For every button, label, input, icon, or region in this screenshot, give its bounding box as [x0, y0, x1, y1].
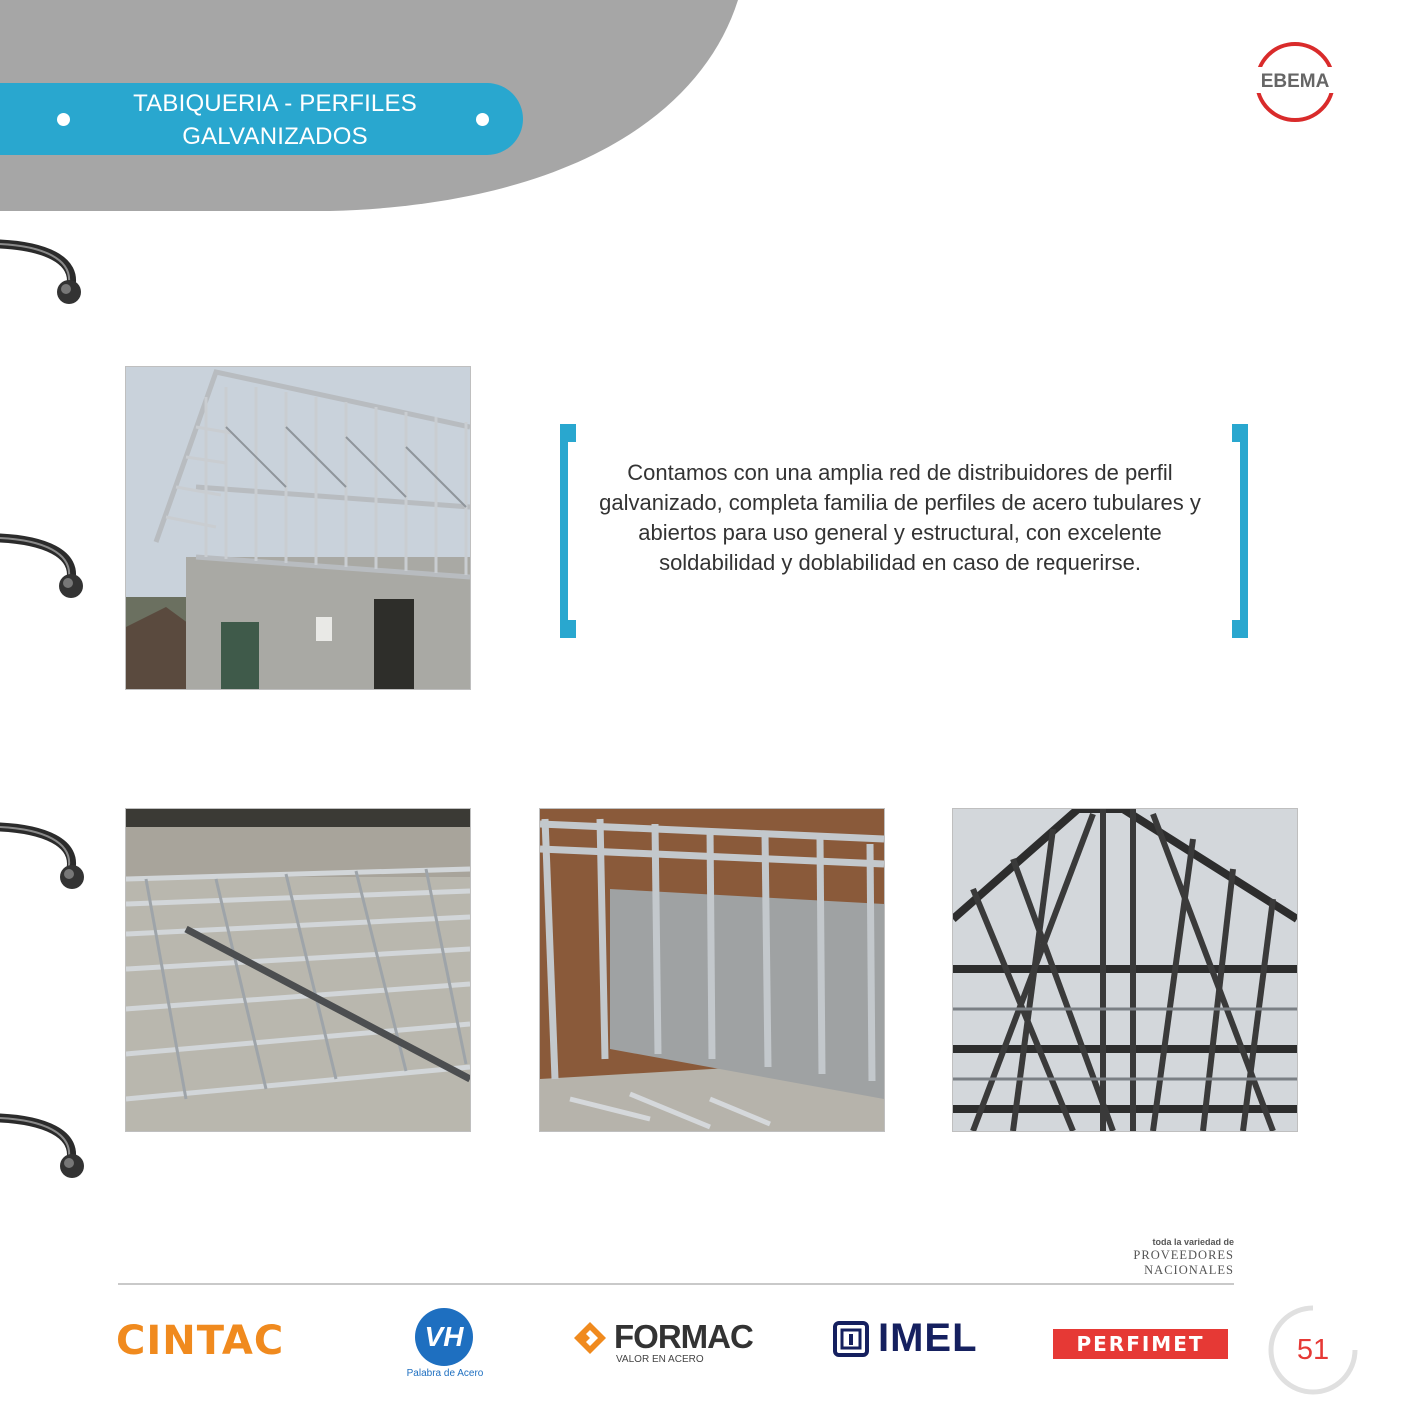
formac-logo [572, 1318, 752, 1368]
formac-diamond-icon [572, 1320, 608, 1356]
bullet-dot-right [476, 113, 489, 126]
photo-house-steel-frame [125, 366, 471, 690]
ebema-logo [1248, 37, 1343, 127]
section-title [85, 87, 465, 153]
vh-logo-mark: VH [415, 1308, 473, 1366]
section-title-line1: TABIQUERIA - PERFILES [133, 90, 417, 117]
imel-emblem-icon [832, 1320, 870, 1358]
cintac-logo: CINTAC [116, 1318, 285, 1364]
bracket-right-icon [1230, 424, 1250, 638]
section-title-line2: GALVANIZADOS [182, 123, 368, 150]
providers-line2: NACIONALES [1144, 1263, 1234, 1277]
imel-logo-name: IMEL [878, 1316, 978, 1360]
binder-ring-icon [0, 232, 92, 312]
photo-floor-joists [125, 808, 471, 1132]
providers-label [1110, 1237, 1234, 1278]
providers-line1: PROVEEDORES [1133, 1248, 1234, 1262]
photo-wall-studs [539, 808, 885, 1132]
formac-logo-name: FORMAC [614, 1318, 753, 1355]
perfimet-logo: PERFIMET [1053, 1329, 1228, 1359]
ebema-logo-text: EBEMA [1260, 71, 1330, 92]
providers-small-text: toda la variedad de [1152, 1237, 1234, 1247]
binder-ring-icon [0, 815, 92, 895]
page-number: 51 [1296, 1334, 1330, 1366]
imel-logo [832, 1314, 992, 1364]
binder-ring-icon [0, 526, 92, 606]
intro-text: Contamos con una amplia red de distribuidores de perfil galvanizado, completa familia de perfiles de acero tubulares y abiertos para uso general y estructural, con excelente soldabilidad y doblabilidad en caso de requerirse. [599, 460, 1201, 575]
photo-roof-trusses [952, 808, 1298, 1132]
bullet-dot-left [57, 113, 70, 126]
vh-logo-tagline: Palabra de Acero [406, 1368, 484, 1379]
formac-logo-tagline: VALOR EN ACERO [616, 1354, 704, 1365]
footer-divider [118, 1283, 1234, 1285]
binder-ring-icon [0, 1106, 92, 1186]
bracket-left-icon [558, 424, 578, 638]
section-title-banner [0, 83, 523, 155]
vh-logo [400, 1308, 490, 1388]
